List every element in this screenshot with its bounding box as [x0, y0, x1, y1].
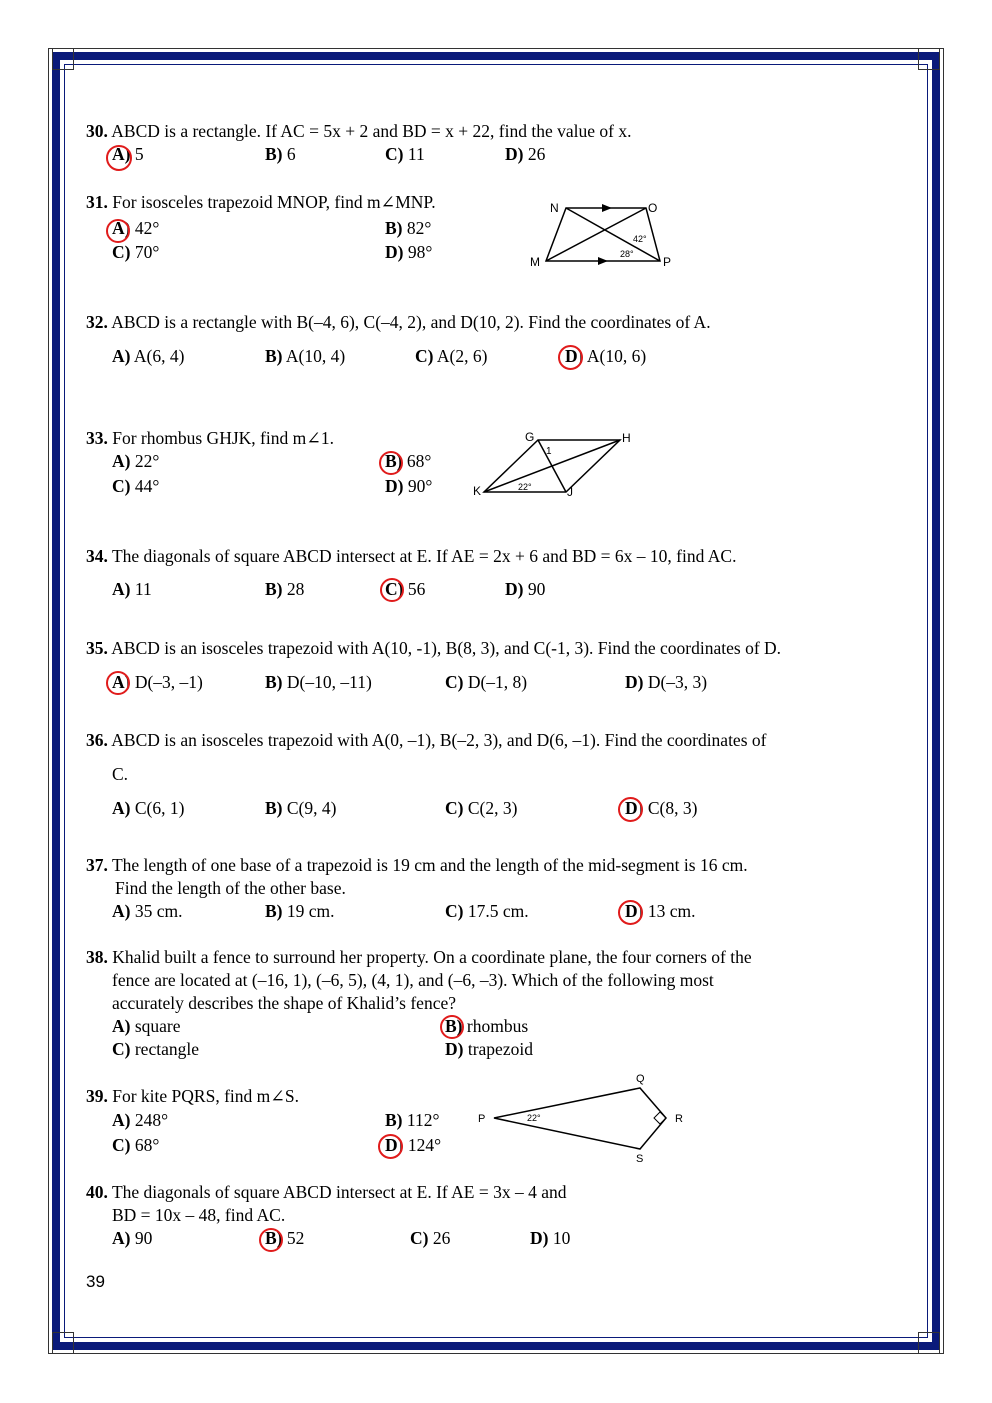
label-g: G — [525, 430, 535, 444]
option-d[interactable]: D) 90° — [385, 476, 433, 496]
question-text: Khalid built a fence to surround her property. On a coordinate plane, the four corners of the — [112, 947, 752, 967]
option-d[interactable]: D) trapezoid — [445, 1039, 533, 1059]
option-b[interactable]: B) rhombus — [445, 1016, 529, 1036]
option-b[interactable]: B) C(9, 4) — [265, 798, 337, 818]
answer-circle — [618, 900, 643, 925]
question-35: 35. ABCD is an isosceles trapezoid with A(10, -1), B(8, 3), and C(-1, 3). Find the coordinates of D. — [86, 638, 782, 658]
trapezoid-mnop-figure — [528, 198, 678, 270]
option-c[interactable]: C) D(–1, 8) — [445, 672, 528, 692]
option-d[interactable]: D) A(10, 6) — [565, 346, 647, 366]
corner-ornament — [918, 48, 940, 70]
corner-ornament — [52, 1332, 74, 1354]
option-d[interactable]: D) C(8, 3) — [625, 798, 698, 818]
option-b[interactable]: B) 6 — [265, 144, 296, 164]
option-c[interactable]: C) 68° — [112, 1135, 160, 1155]
option-d[interactable]: D) 124° — [385, 1135, 442, 1155]
option-a[interactable]: A) 90 — [112, 1228, 153, 1248]
option-c[interactable]: C) C(2, 3) — [445, 798, 518, 818]
page-number: 39 — [86, 1272, 105, 1291]
question-38-line2: fence are located at (–16, 1), (–6, 5), (4, 1), and (–6, –3). Which of the following most — [112, 970, 714, 990]
option-b[interactable]: B) 68° — [385, 451, 432, 471]
question-39: 39. For kite PQRS, find m∠S. — [86, 1086, 300, 1106]
option-d[interactable]: D) 98° — [385, 242, 433, 262]
label-angle-28: 28° — [620, 249, 634, 259]
question-text: For isosceles trapezoid MNOP, find m∠MNP. — [112, 192, 436, 212]
option-c[interactable]: C) 70° — [112, 242, 160, 262]
option-a[interactable]: A) D(–3, –1) — [112, 672, 203, 692]
option-c[interactable]: C) 17.5 cm. — [445, 901, 529, 921]
option-b[interactable]: B) 112° — [385, 1110, 440, 1130]
question-text: ABCD is a rectangle. If AC = 5x + 2 and BD = x + 22, find the value of x. — [111, 121, 632, 141]
question-text: For kite PQRS, find m∠S. — [112, 1086, 300, 1106]
option-d[interactable]: D) 90 — [505, 579, 546, 599]
option-c[interactable]: C) 56 — [385, 579, 426, 599]
label-n: N — [550, 201, 559, 215]
question-31: 31. For isosceles trapezoid MNOP, find m∠MNP. — [86, 192, 436, 212]
option-b[interactable]: B) 82° — [385, 218, 432, 238]
label-p: P — [478, 1113, 486, 1125]
label-m: M — [530, 255, 540, 269]
label-j: J — [567, 485, 573, 499]
answer-circle — [106, 145, 132, 171]
question-37-continued: Find the length of the other base. — [115, 878, 346, 898]
answer-circle — [259, 1228, 283, 1252]
option-a[interactable]: A) 5 — [112, 144, 144, 164]
option-a[interactable]: A) 248° — [112, 1110, 169, 1130]
option-b[interactable]: B) D(–10, –11) — [265, 672, 372, 692]
question-text: For rhombus GHJK, find m∠1. — [112, 428, 334, 448]
option-c[interactable]: C) A(2, 6) — [415, 346, 488, 366]
option-a[interactable]: A) square — [112, 1016, 181, 1036]
label-angle-22: 22° — [527, 1113, 541, 1123]
label-r: R — [675, 1113, 683, 1125]
option-a[interactable]: A) A(6, 4) — [112, 346, 185, 366]
option-d[interactable]: D) 26 — [505, 144, 546, 164]
question-text: ABCD is an isosceles trapezoid with A(0, –1), B(–2, 3), and D(6, –1). Find the coordinates of — [111, 730, 767, 750]
label-k: K — [473, 484, 482, 498]
label-angle-22: 22° — [518, 482, 532, 492]
question-33: 33. For rhombus GHJK, find m∠1. — [86, 428, 334, 448]
label-h: H — [622, 431, 631, 445]
question-40: 40. The diagonals of square ABCD intersect at E. If AE = 3x – 4 and — [86, 1182, 567, 1202]
option-a[interactable]: A) 22° — [112, 451, 160, 471]
question-37: 37. The length of one base of a trapezoid is 19 cm and the length of the mid-segment is 16 cm. — [86, 855, 748, 875]
question-38-line3: accurately describes the shape of Khalid’s fence? — [112, 993, 457, 1013]
option-a[interactable]: A) C(6, 1) — [112, 798, 185, 818]
answer-circle — [380, 578, 404, 602]
option-b[interactable]: B) A(10, 4) — [265, 346, 346, 366]
label-angle-1: 1 — [546, 446, 552, 457]
answer-circle — [106, 219, 130, 243]
label-q: Q — [636, 1073, 645, 1085]
label-s: S — [636, 1153, 644, 1165]
question-text: The length of one base of a trapezoid is 19 cm and the length of the mid-segment is 16 cm. — [111, 855, 748, 875]
question-38: 38. Khalid built a fence to surround her property. On a coordinate plane, the four corners of the — [86, 947, 752, 967]
question-text: ABCD is a rectangle with B(–4, 6), C(–4, 2), and D(10, 2). Find the coordinates of A. — [111, 312, 711, 332]
option-c[interactable]: C) 44° — [112, 476, 160, 496]
option-d[interactable]: D) D(–3, 3) — [625, 672, 708, 692]
rhombus-ghjk-figure — [470, 428, 640, 500]
option-b[interactable]: B) 19 cm. — [265, 901, 335, 921]
option-a[interactable]: A) 35 cm. — [112, 901, 183, 921]
option-b[interactable]: B) 52 — [265, 1228, 305, 1248]
option-c[interactable]: C) rectangle — [112, 1039, 199, 1059]
kite-pqrs-figure — [474, 1070, 690, 1166]
answer-circle — [618, 797, 643, 822]
question-36-continued: C. — [112, 764, 129, 784]
label-p: P — [663, 255, 672, 269]
question-text: ABCD is an isosceles trapezoid with A(10, -1), B(8, 3), and C(-1, 3). Find the coordinates of D. — [111, 638, 782, 658]
question-32: 32. ABCD is a rectangle with B(–4, 6), C(–4, 2), and D(10, 2). Find the coordinates of A. — [86, 312, 711, 332]
question-40-continued: BD = 10x – 48, find AC. — [112, 1205, 286, 1225]
label-o: O — [648, 201, 658, 215]
option-a[interactable]: A) 11 — [112, 579, 152, 599]
question-text: The diagonals of square ABCD intersect at E. If AE = 2x + 6 and BD = 6x – 10, find AC. — [111, 546, 737, 566]
question-text: The diagonals of square ABCD intersect at E. If AE = 3x – 4 and — [111, 1182, 567, 1202]
answer-circle — [440, 1015, 464, 1039]
answer-circle — [558, 345, 583, 370]
answer-circle — [106, 671, 130, 695]
question-36: 36. ABCD is an isosceles trapezoid with A(0, –1), B(–2, 3), and D(6, –1). Find the coordinates of — [86, 730, 767, 750]
corner-ornament — [918, 1332, 940, 1354]
option-c[interactable]: C) 26 — [410, 1228, 451, 1248]
question-34: 34. The diagonals of square ABCD intersect at E. If AE = 2x + 6 and BD = 6x – 10, find AC. — [86, 546, 737, 566]
answer-circle — [378, 1134, 403, 1159]
option-c[interactable]: C) 11 — [385, 144, 425, 164]
corner-ornament — [52, 48, 74, 70]
option-a[interactable]: A) 42° — [112, 218, 160, 238]
option-b[interactable]: B) 28 — [265, 579, 305, 599]
option-d[interactable]: D) 13 cm. — [625, 901, 696, 921]
label-angle-42: 42° — [633, 234, 647, 244]
option-d[interactable]: D) 10 — [530, 1228, 571, 1248]
question-30: 30. ABCD is a rectangle. If AC = 5x + 2 and BD = x + 22, find the value of x. — [86, 121, 632, 141]
answer-circle — [379, 451, 403, 475]
